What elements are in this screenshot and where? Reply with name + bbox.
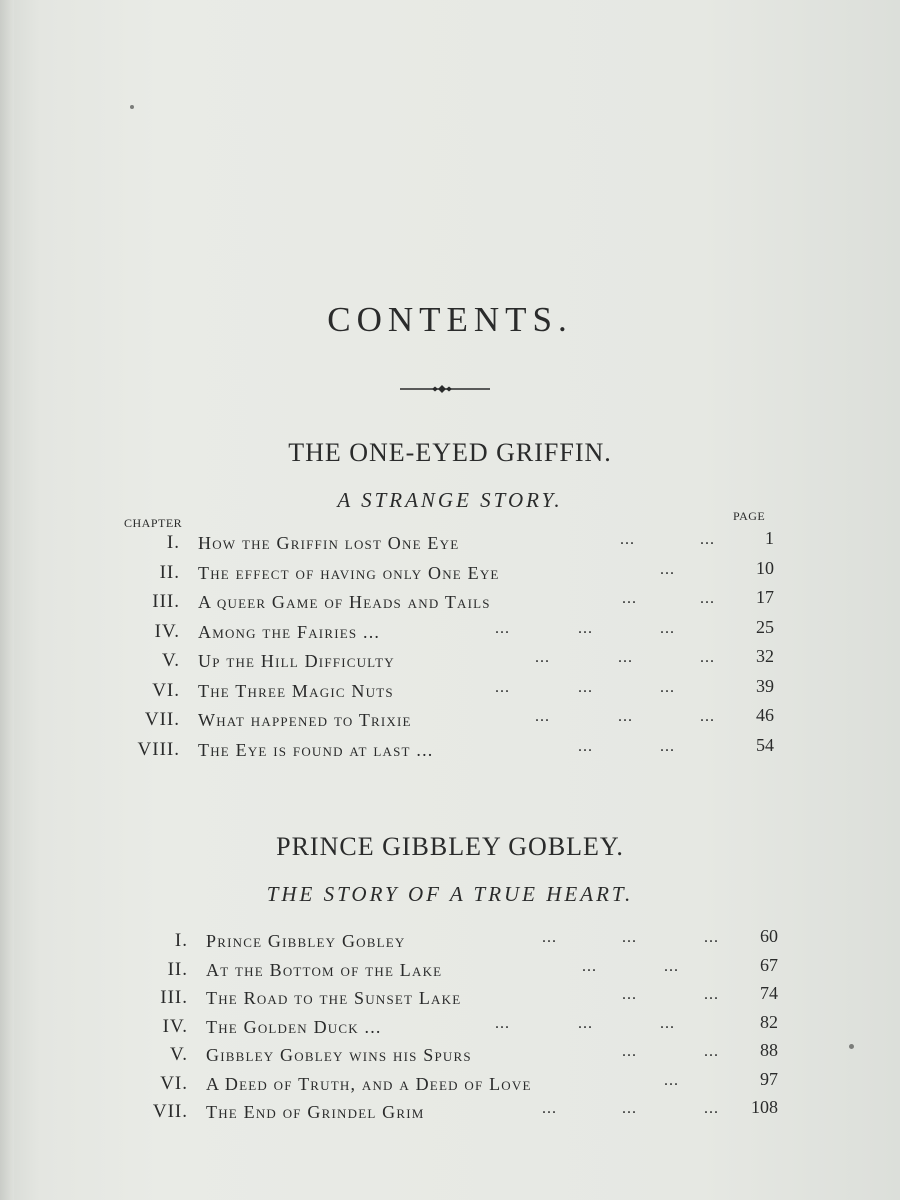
- leader-dots: ...: [618, 708, 633, 725]
- leader-dots: ...: [704, 1100, 719, 1117]
- page-number: 10: [756, 557, 774, 578]
- leader-dots: ...: [664, 1071, 679, 1089]
- page-number: 46: [756, 705, 774, 725]
- page-number: 17: [756, 587, 774, 607]
- chapter-title: The End of Grindel Grim: [206, 1102, 425, 1122]
- leader-dots: ...: [535, 708, 550, 725]
- contents-heading: CONTENTS.: [327, 300, 573, 339]
- page-number: 25: [756, 616, 774, 637]
- leader-dots: ...: [660, 678, 675, 696]
- page-number: 1: [765, 528, 774, 548]
- chapter-column-label: CHAPTER: [124, 516, 183, 530]
- page-number: 54: [756, 734, 774, 755]
- chapter-title: At the Bottom of the Lake: [206, 959, 443, 980]
- story-subtitle-prince: THE STORY OF A TRUE HEART.: [266, 882, 634, 906]
- toc-entry: [0, 1097, 900, 1131]
- chapter-title: Among the Fairies ...: [198, 621, 381, 642]
- leader-dots: ...: [704, 986, 719, 1003]
- page-number: 74: [760, 983, 778, 1003]
- chapter-number: V.: [169, 1044, 188, 1065]
- leader-dots: ...: [542, 929, 557, 946]
- toc-entry: [0, 734, 900, 769]
- leader-dots: ...: [700, 649, 715, 666]
- leader-dots: ...: [618, 649, 633, 666]
- chapter-title: The Three Magic Nuts: [198, 680, 394, 701]
- leader-dots: ...: [660, 737, 675, 755]
- chapter-number: VII.: [152, 1101, 188, 1122]
- story-title-griffin: THE ONE-EYED GRIFFIN.: [288, 438, 612, 467]
- leader-dots: ...: [622, 1100, 637, 1117]
- leader-dots: ...: [704, 1043, 719, 1060]
- chapter-title: What happened to Trixie: [198, 710, 412, 730]
- leader-dots: ...: [578, 1014, 593, 1032]
- leader-dots: ...: [622, 1043, 637, 1060]
- leader-dots: ...: [542, 1100, 557, 1117]
- chapter-number: II.: [167, 958, 188, 980]
- ornament-divider: [400, 383, 490, 395]
- leader-dots: ...: [704, 929, 719, 946]
- chapter-number: I.: [174, 930, 188, 951]
- chapter-title: A Deed of Truth, and a Deed of Love: [206, 1073, 532, 1094]
- chapter-number: VI.: [160, 1072, 188, 1094]
- leader-dots: ...: [622, 590, 637, 607]
- paper-speck: [130, 105, 134, 109]
- leader-dots: ...: [578, 619, 593, 637]
- chapter-number: I.: [166, 532, 180, 553]
- chapter-number: III.: [160, 987, 188, 1008]
- page-number: 88: [760, 1040, 778, 1060]
- leader-dots: ...: [622, 929, 637, 946]
- chapter-title: Prince Gibbley Gobley: [206, 931, 406, 951]
- page-number: 67: [760, 954, 778, 975]
- leader-dots: ...: [620, 531, 635, 548]
- chapter-number: IV.: [162, 1015, 188, 1037]
- leader-dots: ...: [495, 678, 510, 696]
- chapter-title: The effect of having only One Eye: [198, 562, 500, 583]
- story-title-prince: PRINCE GIBBLEY GOBLEY.: [276, 832, 624, 861]
- story-subtitle-griffin: A STRANGE STORY.: [337, 488, 563, 512]
- leader-dots: ...: [582, 957, 597, 975]
- page-column-label: PAGE: [733, 509, 766, 523]
- page-number: 39: [756, 675, 774, 696]
- page-number: 97: [760, 1068, 778, 1089]
- leader-dots: ...: [578, 678, 593, 696]
- leader-dots: ...: [535, 649, 550, 666]
- chapter-title: A queer Game of Heads and Tails: [198, 592, 491, 612]
- chapter-number: III.: [152, 591, 180, 612]
- chapter-title: The Eye is found at last ...: [198, 739, 434, 760]
- page-number: 108: [751, 1097, 778, 1117]
- chapter-title: The Golden Duck ...: [206, 1016, 382, 1037]
- leader-dots: ...: [700, 708, 715, 725]
- chapter-title: The Road to the Sunset Lake: [206, 988, 462, 1008]
- chapter-title: How the Griffin lost One Eye: [198, 533, 460, 553]
- page-number: 82: [760, 1011, 778, 1032]
- chapter-number: VII.: [144, 709, 180, 730]
- leader-dots: ...: [578, 737, 593, 755]
- leader-dots: ...: [660, 1014, 675, 1032]
- page-number: 32: [756, 646, 774, 666]
- chapter-number: V.: [161, 650, 180, 671]
- leader-dots: ...: [495, 1014, 510, 1032]
- chapter-title: Up the Hill Difficulty: [198, 651, 395, 671]
- leader-dots: ...: [664, 957, 679, 975]
- leader-dots: ...: [700, 590, 715, 607]
- chapter-number: IV.: [154, 620, 180, 642]
- leader-dots: ...: [660, 560, 675, 578]
- leader-dots: ...: [700, 531, 715, 548]
- paper-speck: [849, 1044, 854, 1049]
- leader-dots: ...: [660, 619, 675, 637]
- leader-dots: ...: [622, 986, 637, 1003]
- page-number: 60: [760, 926, 778, 946]
- chapter-title: Gibbley Gobley wins his Spurs: [206, 1045, 472, 1065]
- leader-dots: ...: [495, 619, 510, 637]
- chapter-number: VIII.: [137, 738, 180, 760]
- chapter-number: II.: [159, 561, 180, 583]
- chapter-number: VI.: [152, 679, 180, 701]
